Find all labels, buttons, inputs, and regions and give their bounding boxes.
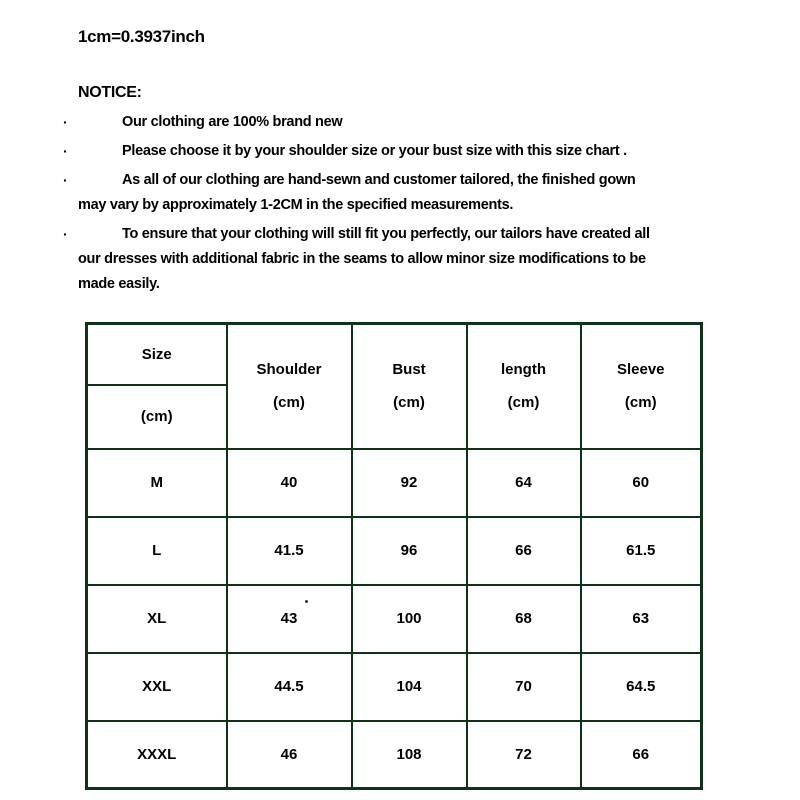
- column-unit: (cm): [624, 393, 657, 411]
- column-unit: (cm): [393, 393, 425, 411]
- sleeve-cell: 61.5: [581, 517, 702, 585]
- notice-line: To ensure that your clothing will still fit you perfectly, our tailors have created all: [122, 226, 650, 242]
- sleeve-cell: 66: [581, 721, 702, 789]
- notice-title: NOTICE:: [78, 84, 142, 101]
- speck-artifact: [305, 600, 308, 603]
- bust-cell: 100: [352, 585, 467, 653]
- length-cell: 64: [467, 449, 581, 517]
- column-header-shoulder: [227, 324, 352, 449]
- notice-line: Our clothing are 100% brand new: [122, 114, 343, 130]
- length-cell: 66: [467, 517, 581, 585]
- notice-section: [62, 80, 742, 301]
- size-chart-table: [85, 322, 703, 790]
- bullet-dot: ·: [63, 226, 68, 242]
- unit-header-cell: (cm): [87, 385, 227, 449]
- notice-line: Please choose it by your shoulder size or your bust size with this size chart .: [122, 143, 627, 159]
- table-row: [87, 449, 702, 517]
- size-cell: M: [87, 449, 227, 517]
- column-label: Sleeve: [616, 360, 665, 378]
- conversion-note: 1cm=0.3937inch: [78, 27, 205, 46]
- size-cell: L: [87, 517, 227, 585]
- notice-item: [62, 110, 742, 135]
- bullet-dot: ·: [63, 172, 68, 188]
- shoulder-cell: 41.5: [227, 517, 352, 585]
- length-cell: 72: [467, 721, 581, 789]
- notice-line: our dresses with additional fabric in the seams to allow minor size modifications to be: [78, 251, 646, 267]
- bust-cell: 108: [352, 721, 467, 789]
- sleeve-cell: 63: [581, 585, 702, 653]
- column-label: Shoulder: [256, 360, 322, 378]
- bust-cell: 104: [352, 653, 467, 721]
- size-cell: XL: [87, 585, 227, 653]
- column-header-bust: [352, 324, 467, 449]
- bust-cell: 92: [352, 449, 467, 517]
- size-cell: XXL: [87, 653, 227, 721]
- bullet-dot: ·: [63, 143, 68, 159]
- sleeve-cell: 64.5: [581, 653, 702, 721]
- notice-item: [62, 139, 742, 164]
- sleeve-cell: 60: [581, 449, 702, 517]
- bullet-dot: ·: [63, 114, 68, 130]
- column-unit: (cm): [507, 393, 540, 411]
- length-cell: 70: [467, 653, 581, 721]
- column-unit: (cm): [273, 393, 305, 411]
- notice-line: may vary by approximately 1-2CM in the specified measurements.: [78, 197, 514, 213]
- shoulder-cell: 40: [227, 449, 352, 517]
- notice-item: [62, 168, 742, 218]
- shoulder-cell: 46: [227, 721, 352, 789]
- column-header-sleeve: [581, 324, 702, 449]
- shoulder-cell: 44.5: [227, 653, 352, 721]
- table-row: [87, 653, 702, 721]
- shoulder-cell: 43: [227, 585, 352, 653]
- column-header-length: [467, 324, 581, 449]
- notice-line: made easily.: [78, 276, 160, 292]
- column-label: length: [501, 360, 546, 378]
- table-row: [87, 721, 702, 789]
- size-cell: XXXL: [87, 721, 227, 789]
- column-label: Bust: [392, 360, 426, 378]
- notice-item: [62, 222, 742, 297]
- table-row: [87, 585, 702, 653]
- notice-line: As all of our clothing are hand-sewn and customer tailored, the finished gown: [122, 172, 636, 188]
- length-cell: 68: [467, 585, 581, 653]
- table-row: [87, 517, 702, 585]
- bust-cell: 96: [352, 517, 467, 585]
- size-header-cell: Size: [87, 324, 227, 385]
